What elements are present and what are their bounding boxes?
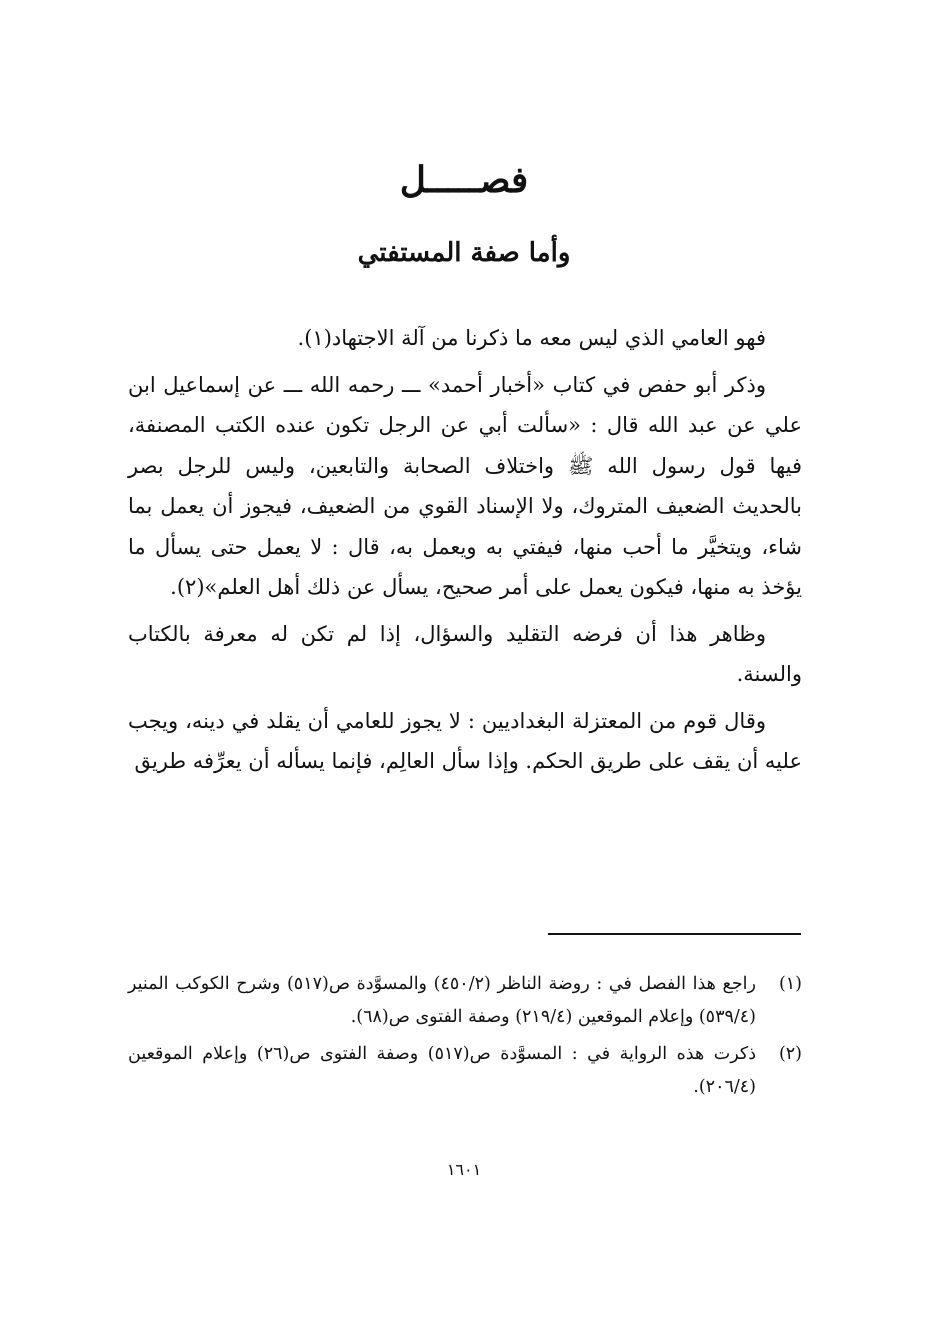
paragraph: وظاهر هذا أن فرضه التقليد والسؤال، إذا لم تكن له معرفة بالكتاب والسنة.: [128, 621, 802, 686]
footnote-text: ذكرت هذه الرواية في : المسوَّدة ص(٥١٧) وصفة الفتوى ص(٢٦) وإعلام الموقعين (٢٠٦/٤).: [128, 1044, 756, 1097]
paragraph: وقال قوم من المعتزلة البغداديين : لا يجوز للعامي أن يقلد في دينه، ويجب عليه أن يقف على طريق الحكم. وإذا سأل العالِم، فإنما يسأله أن يعرِّفه طريق: [128, 708, 802, 773]
footnote-2: [128, 1038, 802, 1104]
footnote-1: [128, 968, 802, 1034]
chapter-heading: فصـــــل: [399, 159, 529, 201]
body-text: [128, 318, 802, 788]
footnote-divider: [548, 933, 801, 935]
footnote-number: (١): [778, 974, 802, 994]
page-number: ١٦٠١: [446, 1160, 482, 1179]
footnote-number: (٢): [778, 1044, 802, 1064]
paragraph: وذكر أبو حفص في كتاب «أخبار أحمد» ـــ رحمه الله ـــ عن إسماعيل ابن علي عن عبد الله قال : «سألت أبي عن الرجل تكون عنده الكتب المصنفة، فيها قول رسول الله ﷺ واختلاف الصحابة والتابعين، وليس للرجل بصر بالحديث الضعيف المتروك، ولا الإسناد القوي من الضعيف، فيجوز أن يعمل بما شاء، ويتخيَّر ما أحب منها، فيفتي به ويعمل به، قال : لا يعمل حتى يسأل ما يؤخذ به منها، فيكون يعمل على أمر صحيح، يسأل عن ذلك أهل العلم»(٢).: [128, 372, 802, 599]
footnote-text: راجع هذا الفصل في : روضة الناظر (٤٥٠/٢) والمسوَّدة ص(٥١٧) وشرح الكوكب المنير (٥٣٩/٤) وإعلام الموقعين (٢١٩/٤) وصفة الفتوى ص(٦٨).: [128, 974, 756, 1027]
footnotes: [128, 968, 802, 1108]
paragraph: فهو العامي الذي ليس معه ما ذكرنا من آلة الاجتهاد(١).: [297, 326, 766, 350]
section-heading: وأما صفة المستفتي: [357, 238, 571, 268]
